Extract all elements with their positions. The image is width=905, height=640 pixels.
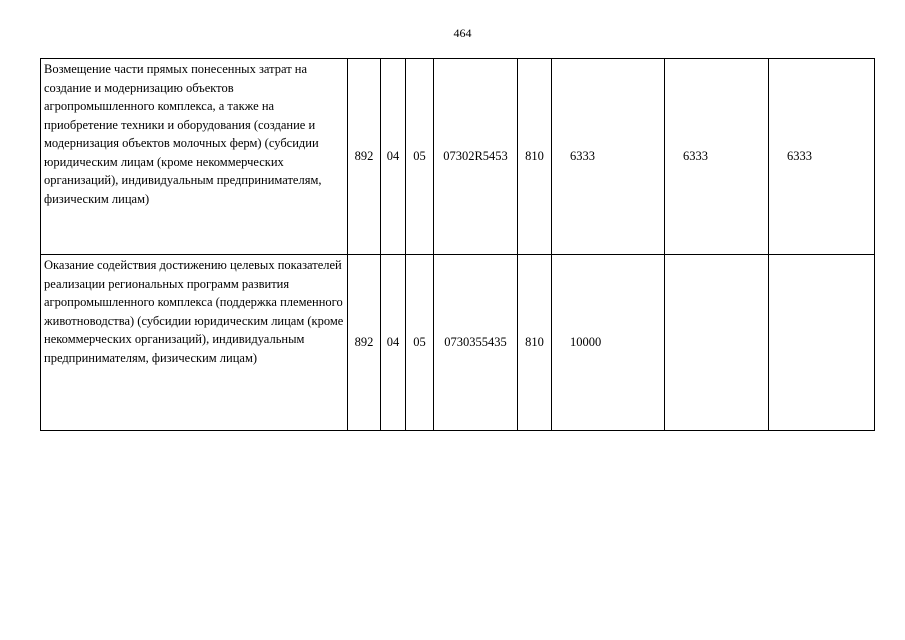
expense-type-code: 810 [518, 59, 552, 255]
expense-type-code: 810 [518, 255, 552, 431]
target-article-code: 07302R5453 [434, 59, 518, 255]
amount-year-1: 10000 [552, 255, 665, 431]
amount-year-2 [665, 255, 769, 431]
row-description: Оказание содействия достижению целевых показателей реализации региональных программ развития агропромышленного комплекса (поддержка племенного животноводства) (субсидии юридическим лицам (кроме некоммерческих организаций), индивидуальным предпринимателям, физическим лицам) [41, 255, 348, 431]
section-code: 04 [381, 255, 406, 431]
page-number: 464 [453, 26, 472, 40]
target-article-code: 0730355435 [434, 255, 518, 431]
amount-year-3: 6333 [769, 59, 875, 255]
amount-year-2: 6333 [665, 59, 769, 255]
row-description: Возмещение части прямых понесенных затрат на создание и модернизацию объектов агропромышленного комплекса, а также на приобретение техники и оборудования (создание и модернизация объектов молочных ферм) (субсидии юридическим лицам (кроме некоммерческих организаций), индивидуальным предпринимателям, физическим лицам) [41, 59, 348, 255]
table-row [41, 255, 875, 431]
ministry-code: 892 [348, 59, 381, 255]
subsection-code: 05 [406, 255, 434, 431]
section-code: 04 [381, 59, 406, 255]
amount-year-3 [769, 255, 875, 431]
subsection-code: 05 [406, 59, 434, 255]
ministry-code: 892 [348, 255, 381, 431]
table-row [41, 59, 875, 255]
budget-table [40, 58, 875, 431]
amount-year-1: 6333 [552, 59, 665, 255]
